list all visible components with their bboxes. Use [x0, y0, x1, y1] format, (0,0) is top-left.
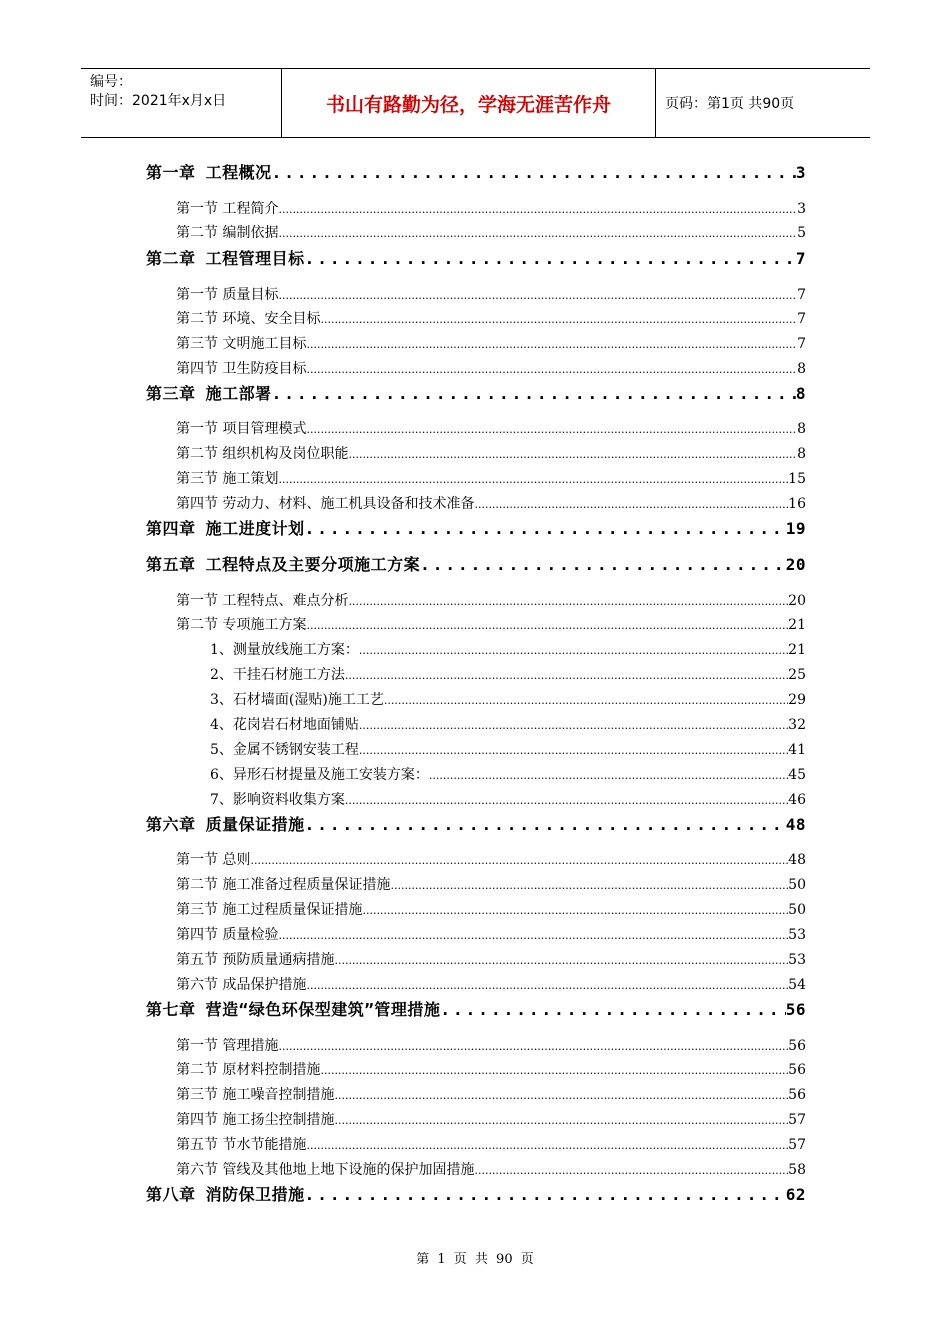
toc-title: 第三节 施工噪音控制措施	[176, 1087, 335, 1103]
toc-title: 2、干挂石材施工方法	[210, 667, 345, 683]
toc-leader	[306, 979, 788, 992]
toc-title: 5、金属不锈钢安装工程	[210, 742, 359, 758]
toc-item[interactable]	[210, 764, 806, 784]
toc-leader	[306, 338, 797, 351]
toc-section[interactable]	[176, 974, 806, 994]
toc-title: 第一节 工程特点、难点分析	[176, 593, 349, 609]
toc-leader	[278, 227, 797, 240]
toc-title: 第五节 预防质量通病措施	[176, 952, 335, 968]
toc-page-number: 53	[788, 952, 806, 968]
toc-leader	[345, 669, 788, 682]
toc-section[interactable]	[176, 284, 806, 304]
toc-item[interactable]	[210, 714, 806, 734]
toc-leader	[278, 289, 797, 302]
toc-title: 第一章 工程概况	[146, 163, 272, 182]
toc-page-number: 21	[788, 617, 806, 633]
toc-page-number: 53	[788, 927, 806, 943]
header-motto: 书山有路勤为径，学海无涯苦作舟	[282, 69, 656, 137]
toc-title: 第二章 工程管理目标	[146, 249, 305, 268]
toc-title: 第二节 原材料控制措施	[176, 1062, 321, 1078]
toc-title: 第四章 施工进度计划	[146, 519, 305, 538]
header-page-info: 页码：第1页 共90页	[665, 96, 795, 112]
toc-chapter[interactable]	[146, 1182, 806, 1205]
toc-leader	[348, 595, 788, 608]
toc-leader	[345, 794, 788, 807]
toc-page-number: 8	[797, 361, 806, 377]
toc-section[interactable]	[176, 198, 806, 218]
toc-page-number: 3	[795, 163, 806, 182]
toc-page-number: 57	[788, 1137, 806, 1153]
toc-title: 第三章 施工部署	[146, 384, 272, 403]
toc-title: 第三节 文明施工目标	[176, 336, 307, 352]
toc-chapter[interactable]	[146, 160, 806, 183]
toc-page-number: 7	[795, 249, 806, 268]
toc-title: 第一节 工程简介	[176, 201, 279, 217]
toc-page-number: 15	[788, 471, 806, 487]
toc-leader	[278, 929, 788, 942]
toc-page-number: 56	[788, 1062, 806, 1078]
toc-section[interactable]	[176, 614, 806, 634]
toc-title: 第二节 编制依据	[176, 225, 279, 241]
toc-leader	[306, 619, 788, 632]
toc-leader	[306, 363, 797, 376]
toc-title: 第二节 环境、安全目标	[176, 311, 321, 327]
toc-section[interactable]	[176, 949, 806, 969]
toc-leader	[359, 644, 788, 657]
toc-page-number: 45	[788, 767, 806, 783]
toc-leader	[390, 879, 788, 892]
toc-leader	[320, 1064, 788, 1077]
toc-page-number: 56	[788, 1038, 806, 1054]
toc-title: 第三节 施工策划	[176, 471, 279, 487]
toc-page-number: 8	[797, 421, 806, 437]
toc-section[interactable]	[176, 1084, 806, 1104]
toc-chapter[interactable]	[146, 812, 806, 835]
toc-page-number: 58	[788, 1162, 806, 1178]
toc-title: 第一节 管理措施	[176, 1038, 279, 1054]
toc-leader	[334, 1114, 788, 1127]
toc-title: 第七章 营造“绿色环保型建筑”管理措施	[146, 1000, 441, 1019]
toc-leader	[359, 744, 788, 757]
toc-leader	[272, 384, 796, 403]
toc-leader	[306, 423, 797, 436]
toc-item[interactable]	[210, 789, 806, 809]
toc-title: 第四节 卫生防疫目标	[176, 361, 307, 377]
toc-title: 第四节 劳动力、材料、施工机具设备和技术准备	[176, 496, 475, 512]
toc-page-number: 16	[788, 496, 806, 512]
toc-chapter[interactable]	[146, 997, 806, 1020]
toc-leader	[305, 249, 796, 268]
toc-title: 第八章 消防保卫措施	[146, 1185, 305, 1204]
toc-section[interactable]	[176, 1159, 806, 1179]
toc-section[interactable]	[176, 1109, 806, 1129]
toc-section[interactable]	[176, 924, 806, 944]
toc-page-number: 21	[788, 642, 806, 658]
toc-title: 第六节 管线及其他地上地下设施的保护加固措施	[176, 1162, 475, 1178]
toc-page-number: 62	[785, 1185, 806, 1204]
toc-leader	[278, 203, 797, 216]
page-header	[81, 68, 870, 138]
toc-title: 第六章 质量保证措施	[146, 815, 305, 834]
toc-page-number: 3	[797, 201, 806, 217]
toc-page-number: 5	[797, 225, 806, 241]
toc-leader	[278, 1040, 788, 1053]
toc-title: 3、石材墙面(湿贴)施工工艺	[210, 692, 384, 708]
toc-title: 第六节 成品保护措施	[176, 977, 307, 993]
toc-page-number: 8	[795, 384, 806, 403]
toc-item[interactable]	[210, 739, 806, 759]
toc-page-number: 19	[785, 519, 806, 538]
toc-title: 1、测量放线施工方案：	[210, 642, 359, 658]
toc-section[interactable]	[176, 468, 806, 488]
toc-leader	[429, 769, 788, 782]
toc-page-number: 41	[788, 742, 806, 758]
toc-chapter[interactable]	[146, 516, 806, 539]
toc-section[interactable]	[176, 1134, 806, 1154]
toc-title: 第五章 工程特点及主要分项施工方案	[146, 555, 421, 574]
toc-title: 第五节 节水节能措施	[176, 1137, 307, 1153]
toc-section[interactable]	[176, 1035, 806, 1055]
toc-leader	[305, 815, 786, 834]
toc-section[interactable]	[176, 590, 806, 610]
date-label: 时间：2021年x月x日	[90, 93, 227, 109]
toc-chapter[interactable]	[146, 381, 806, 404]
toc-leader	[474, 498, 788, 511]
toc-leader	[440, 1000, 785, 1019]
toc-title: 第四节 施工扬尘控制措施	[176, 1112, 335, 1128]
page-footer: 第 1 页 共 90 页	[416, 1252, 534, 1267]
toc-item[interactable]	[210, 689, 806, 709]
toc-title: 4、花岗岩石材地面铺贴	[210, 717, 359, 733]
toc-leader	[362, 904, 788, 917]
toc-title: 第四节 质量检验	[176, 927, 279, 943]
toc-title: 7、影响资料收集方案	[210, 792, 345, 808]
toc-leader	[384, 694, 788, 707]
toc-page-number: 46	[788, 792, 806, 808]
toc-section[interactable]	[176, 874, 806, 894]
header-meta	[81, 69, 282, 137]
toc-leader	[305, 519, 786, 538]
toc-title: 第三节 施工过程质量保证措施	[176, 902, 363, 918]
toc-page-number: 8	[797, 446, 806, 462]
toc-page-number: 50	[788, 877, 806, 893]
toc-leader	[420, 555, 786, 574]
toc-section[interactable]	[176, 222, 806, 242]
toc-item[interactable]	[210, 664, 806, 684]
toc-section[interactable]	[176, 358, 806, 378]
toc-page-number: 29	[788, 692, 806, 708]
toc-section[interactable]	[176, 443, 806, 463]
toc-leader	[272, 163, 796, 182]
toc-leader	[334, 954, 788, 967]
toc-leader	[474, 1164, 788, 1177]
toc-title: 第一节 质量目标	[176, 287, 279, 303]
toc-section[interactable]	[176, 418, 806, 438]
toc-title: 第一节 总则	[176, 852, 251, 868]
toc-leader	[334, 1089, 788, 1102]
toc-page-number: 50	[788, 902, 806, 918]
toc-page-number: 54	[788, 977, 806, 993]
toc-chapter[interactable]	[146, 246, 806, 269]
toc-section[interactable]	[176, 493, 806, 513]
toc-page-number: 25	[788, 667, 806, 683]
toc-page-number: 56	[788, 1087, 806, 1103]
toc-page-number: 57	[788, 1112, 806, 1128]
toc-section[interactable]	[176, 899, 806, 919]
toc-page-number: 20	[788, 593, 806, 609]
number-label: 编号：	[90, 74, 132, 90]
toc-page-number: 7	[797, 311, 806, 327]
toc-section[interactable]	[176, 1059, 806, 1079]
toc-page-number: 48	[788, 852, 806, 868]
toc-section[interactable]	[176, 849, 806, 869]
toc-title: 第二节 施工准备过程质量保证措施	[176, 877, 391, 893]
toc-leader	[278, 473, 788, 486]
toc-leader	[348, 448, 797, 461]
toc-leader	[305, 1185, 786, 1204]
toc-leader	[250, 854, 788, 867]
toc-page-number: 7	[797, 336, 806, 352]
toc-title: 第二节 专项施工方案	[176, 617, 307, 633]
toc-title: 第一节 项目管理模式	[176, 421, 307, 437]
toc-page-number: 20	[785, 555, 806, 574]
toc-page-number: 32	[788, 717, 806, 733]
toc-title: 第二节 组织机构及岗位职能	[176, 446, 349, 462]
toc-leader	[320, 313, 797, 326]
toc-chapter[interactable]	[146, 552, 806, 575]
toc-section[interactable]	[176, 333, 806, 353]
toc-page-number: 56	[785, 1000, 806, 1019]
toc-page-number: 48	[785, 815, 806, 834]
toc-section[interactable]	[176, 308, 806, 328]
toc-title: 6、异形石材提量及施工安装方案：	[210, 767, 429, 783]
toc-page-number: 7	[797, 287, 806, 303]
toc-item[interactable]	[210, 639, 806, 659]
toc-leader	[306, 1139, 788, 1152]
toc-leader	[359, 719, 788, 732]
